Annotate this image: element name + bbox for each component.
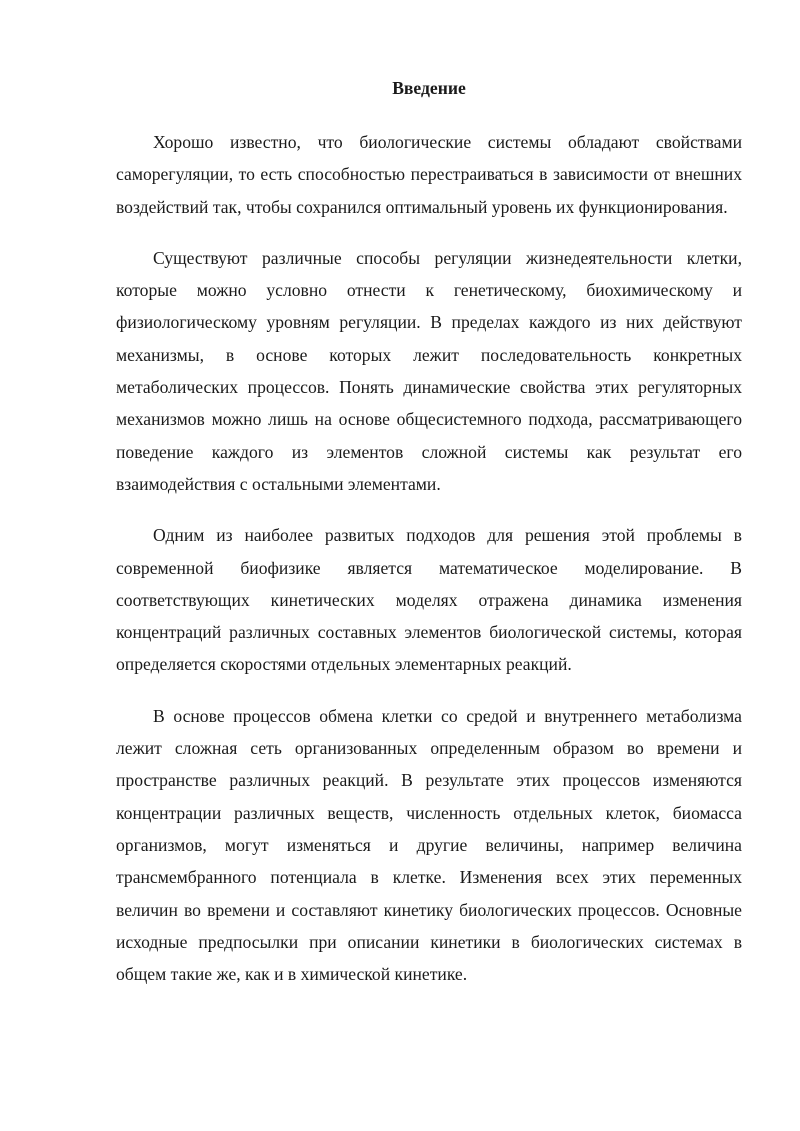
paragraph-4: В основе процессов обмена клетки со средой и внутреннего метаболизма лежит сложная сеть организованных определенным образом во времени и пространстве различных реакций. В результате этих процессов изменяются концентрации различных веществ, численность отдельных клеток, биомасса организмов, могут изменяться и другие величины, например величина трансмембранного потенциала в клетке. Изменения всех этих переменных величин во времени и составляют кинетику биологических процессов. Основные исходные предпосылки при описании кинетики в биологических системах в общем такие же, как и в химической кинетике.	[116, 705, 742, 985]
paragraph-1: Хорошо известно, что биологические системы обладают свойствами саморегуляции, то есть способностью перестраиваться в зависимости от внешних воздействий так, чтобы сохранился оптимальный уровень их функционирования.	[116, 132, 742, 217]
paragraph-3: Одним из наиболее развитых подходов для решения этой проблемы в современной биофизике является математическое моделирование. В соответствующих кинетических моделях отражена динамика изменения концентраций различных составных элементов биологической системы, которая определяется скоростями отдельных элементарных реакций.	[116, 525, 742, 675]
document-body	[116, 73, 742, 1009]
paragraph-2: Существуют различные способы регуляции жизнедеятельности клетки, которые можно условно отнести к генетическому, биохимическому и физиологическому уровням регуляции. В пределах каждого из них действуют механизмы, в основе которых лежит последовательность конкретных метаболических процессов. Понять динамические свойства этих регуляторных механизмов можно лишь на основе общесистемного подхода, рассматривающего поведение каждого из элементов сложной системы как результат его взаимодействия с остальными элементами.	[116, 247, 742, 494]
page-title: Введение	[392, 78, 466, 98]
